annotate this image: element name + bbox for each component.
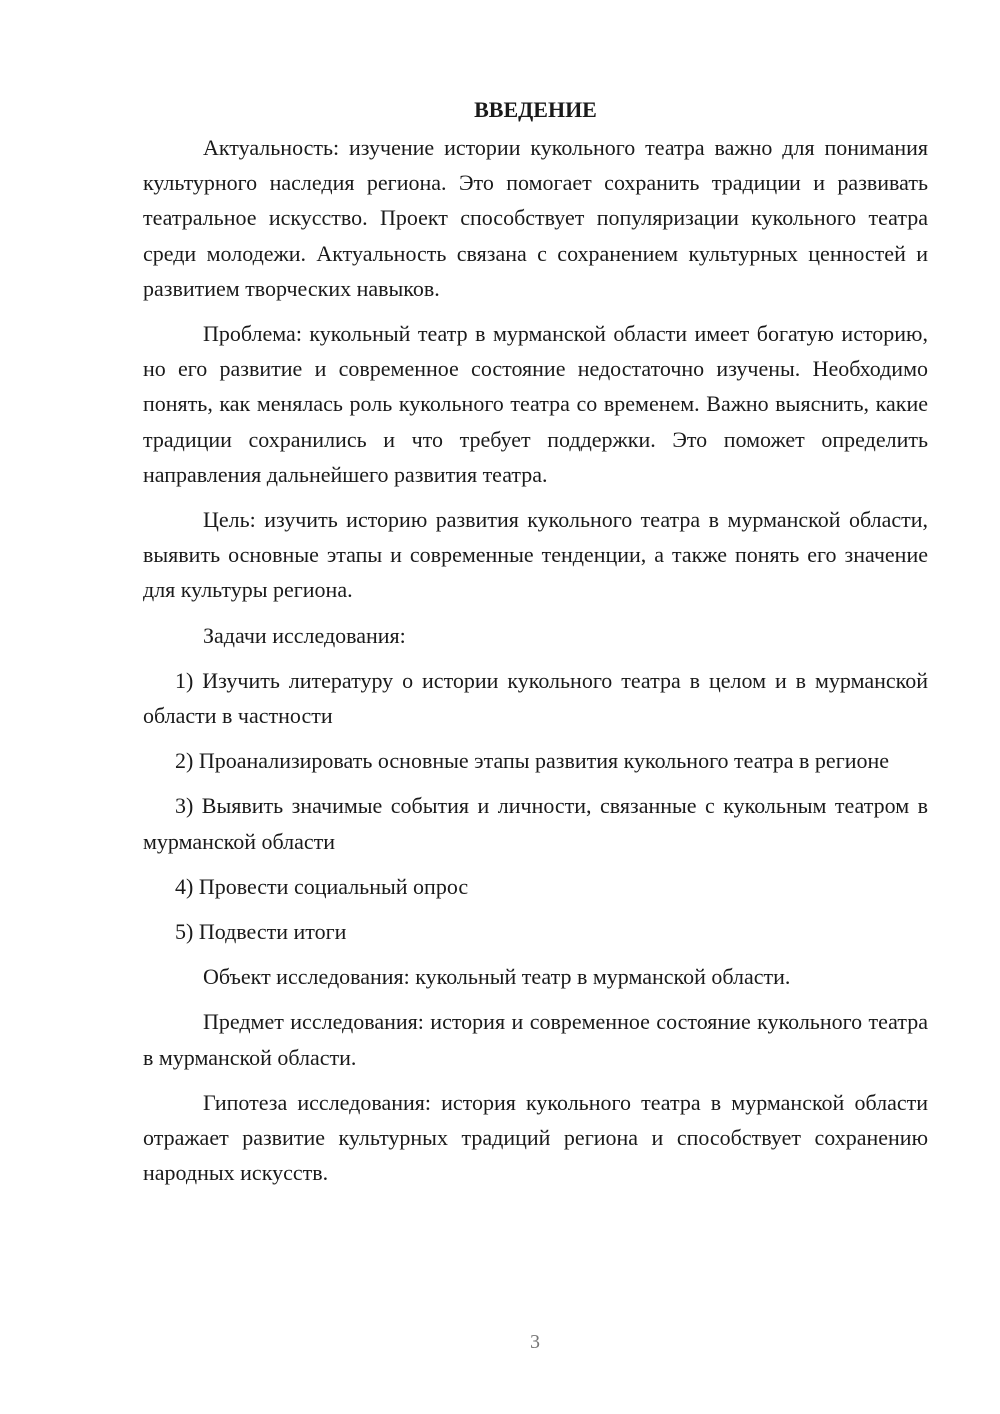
problem-paragraph: Проблема: кукольный театр в мурманской области имеет богатую историю, но его развитие и современное состояние недостаточно изучены. Необходимо понять, как менялась роль кукольного театра со временем. Важно выяснить, какие традиции сохранились и что требует поддержки. Это поможет определить направления дальнейшего развития театра. [143, 321, 928, 487]
document-title: ВВЕДЕНИЕ [474, 97, 597, 122]
task-item: 2) Проанализировать основные этапы развития кукольного театра в регионе [175, 748, 890, 774]
page-number: 3 [530, 1331, 540, 1353]
task-item: 1) Изучить литературу о истории кукольного театра в целом и в мурманской области в частности [143, 667, 928, 729]
goal-paragraph: Цель: изучить историю развития кукольного театра в мурманской области, выявить основные этапы и современные тенденции, а также понять его значение для культуры региона. [143, 507, 928, 603]
task-item: 4) Провести социальный опрос [175, 873, 469, 899]
tasks-heading: Задачи исследования: [203, 622, 406, 648]
subject-paragraph: Предмет исследования: история и современное состояние кукольного театра в мурманской области. [143, 1009, 928, 1070]
document-page [143, 92, 928, 1200]
object-paragraph: Объект исследования: кукольный театр в мурманской области. [203, 964, 791, 990]
task-item: 5) Подвести итоги [175, 919, 347, 945]
relevance-paragraph: Актуальность: изучение истории кукольного театра важно для понимания культурного наследия региона. Это помогает сохранить традиции и развивать театральное искусство. Проект способствует популяризации кукольного театра среди молодежи. Актуальность связана с сохранением культурных ценностей и развитием творческих навыков. [143, 135, 928, 301]
tasks-list [143, 663, 928, 949]
task-item: 3) Выявить значимые события и личности, связанные с кукольным театром в мурманской области [143, 793, 928, 854]
hypothesis-paragraph: Гипотеза исследования: история кукольного театра в мурманской области отражает развитие культурных традиций региона и способствует сохранению народных искусств. [143, 1089, 928, 1186]
